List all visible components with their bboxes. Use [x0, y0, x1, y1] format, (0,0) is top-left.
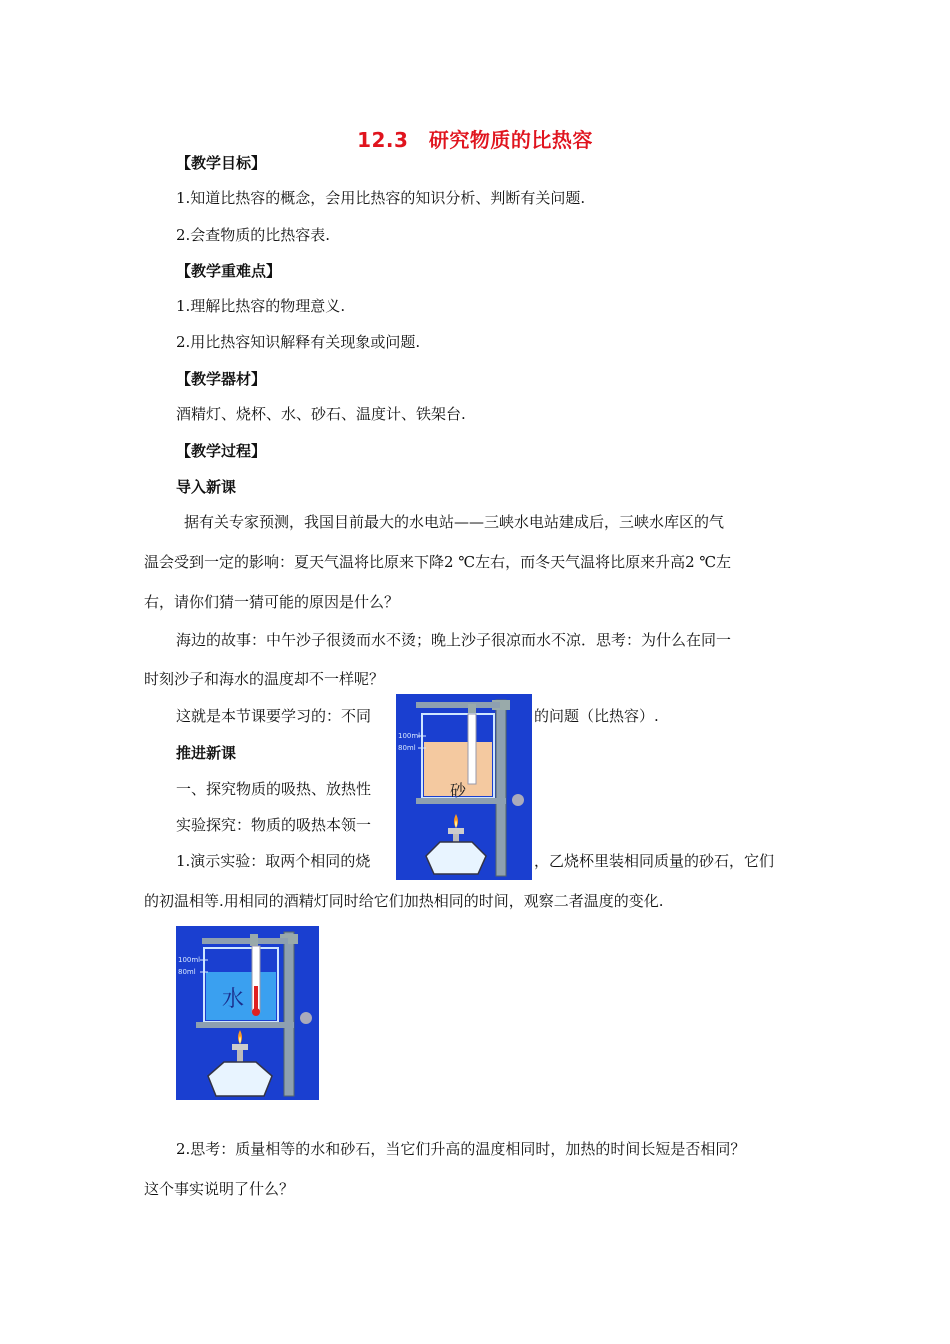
key-point-1: 1.理解比热容的物理意义.	[176, 297, 346, 315]
intro-paragraph-line: 据有关专家预测，我国目前最大的水电站——三峡水电站建成后，三峡水库区的气	[184, 513, 725, 531]
mark-80: 80ml	[398, 744, 416, 752]
equipment-list: 酒精灯、烧杯、水、砂石、温度计、铁架台.	[176, 405, 466, 423]
mark-100: 100ml	[178, 956, 201, 964]
demo-line-right: ，乙烧杯里装相同质量的砂石，它们	[534, 852, 775, 870]
intro-heading: 导入新课	[176, 478, 237, 496]
story-paragraph-line: 海边的故事：中午沙子很烫而水不烫；晚上沙子很凉而水不凉．思考：为什么在同一	[176, 631, 732, 649]
lesson-topic-right: 的问题（比热容）.	[534, 707, 659, 725]
clamp-arm	[202, 938, 288, 944]
demo-line-left: 1.演示实验：取两个相同的烧	[176, 852, 371, 870]
key-point-2: 2.用比热容知识解释有关现象或问题.	[176, 333, 421, 351]
new-lesson-heading: 推进新课	[176, 744, 237, 762]
mark-100: 100ml	[398, 732, 421, 740]
sand-experiment-figure	[396, 694, 532, 880]
water-experiment-figure	[176, 926, 319, 1100]
stand-screw	[512, 794, 524, 806]
clamp-arm	[416, 702, 500, 708]
objective-1: 1.知道比热容的概念，会用比热容的知识分析、判断有关问题.	[176, 189, 586, 207]
mark-80: 80ml	[178, 968, 196, 976]
stand-rod	[496, 700, 506, 876]
process-heading: 【教学过程】	[176, 442, 267, 460]
part-1-heading: 一、探究物质的吸热、放热性	[176, 780, 372, 798]
stand-screw	[300, 1012, 312, 1024]
explore-line: 实验探究：物质的吸热本领一	[176, 816, 372, 834]
story-paragraph-line: 时刻沙子和海水的温度却不一样呢？	[144, 670, 385, 688]
objective-2: 2.会查物质的比热容表.	[176, 226, 331, 244]
lesson-topic-left: 这就是本节课要学习的：不同	[176, 707, 372, 725]
alcohol-lamp	[426, 842, 486, 874]
key-points-heading: 【教学重难点】	[176, 262, 282, 280]
stand-rod	[284, 932, 294, 1096]
sand-label: 砂	[450, 781, 467, 800]
ring-support	[196, 1022, 294, 1028]
intro-paragraph-line: 右，请你们猜一猜可能的原因是什么？	[144, 593, 400, 611]
water-label: 水	[222, 987, 245, 1012]
intro-paragraph-line: 温会受到一定的影响：夏天气温将比原来下降2 ℃左右，而冬天气温将比原来升高2 ℃左	[144, 553, 732, 571]
think-line-2: 这个事实说明了什么？	[144, 1180, 295, 1198]
demo-line-2: 的初温相等.用相同的酒精灯同时给它们加热相同的时间，观察二者温度的变化.	[144, 892, 664, 910]
alcohol-lamp	[208, 1062, 272, 1096]
equipment-heading: 【教学器材】	[176, 370, 267, 388]
think-line-1: 2.思考：质量相等的水和砂石，当它们升高的温度相同时，加热的时间长短是否相同？	[176, 1140, 746, 1158]
objectives-heading: 【教学目标】	[176, 154, 267, 172]
page-title: 12.3 研究物质的比热容	[357, 128, 593, 152]
